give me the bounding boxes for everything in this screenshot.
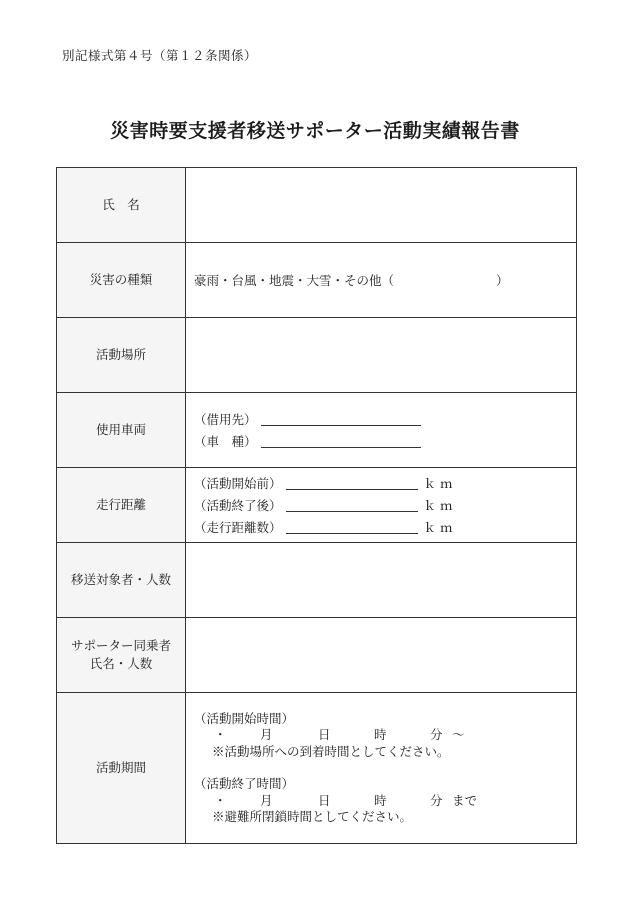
period-block: [194, 711, 576, 826]
start-heading: （活動開始時間）: [194, 710, 295, 726]
start-note: ※活動場所への到着時間としてください。: [212, 743, 450, 759]
vehicle-type-line: [194, 430, 576, 452]
row-period: [57, 693, 577, 844]
distance-total-input[interactable]: [286, 521, 418, 534]
row-target: [57, 543, 577, 618]
label-supporter: [57, 618, 186, 693]
row-vehicle: [57, 393, 577, 468]
borrowed-from-label: （借用先）: [194, 412, 257, 427]
label-supporter-line2: 氏名・人数: [89, 656, 153, 671]
end-note: ※避難所閉鎖時間としてください。: [212, 809, 413, 824]
label-place: 活動場所: [57, 318, 186, 393]
borrowed-from-input[interactable]: [261, 413, 421, 426]
end-datetime-row[interactable]: [194, 793, 576, 810]
distance-before-input[interactable]: [286, 477, 418, 490]
report-form-table: [56, 167, 577, 844]
distance-total-unit: ｋｍ: [423, 520, 457, 535]
end-suffix: まで: [452, 792, 478, 808]
start-day: 日: [318, 727, 331, 742]
start-datetime-row[interactable]: [194, 727, 576, 744]
end-hour: 時: [374, 792, 387, 808]
disaster-type-options: [194, 271, 576, 289]
field-vehicle: [186, 393, 577, 468]
field-name[interactable]: [186, 168, 577, 243]
distance-after-label: （活動終了後）: [194, 498, 282, 513]
end-day: 日: [318, 792, 331, 808]
form-reference: 別記様式第４号（第１２条関係）: [62, 48, 258, 63]
end-month: 月: [260, 792, 273, 808]
label-target: 移送対象者・人数: [57, 543, 186, 618]
vehicle-borrowed-line: [194, 408, 576, 430]
start-suffix: ～: [452, 727, 465, 742]
start-minute: 分: [430, 727, 443, 742]
field-period: [186, 693, 577, 844]
field-place[interactable]: [186, 318, 577, 393]
label-name: 氏 名: [57, 168, 186, 243]
row-place: [57, 318, 577, 393]
label-supporter-line1: サポーター同乗者: [70, 638, 171, 653]
disaster-type-choices: 豪雨・台風・地震・大雪・その他（: [194, 273, 395, 288]
distance-after-unit: ｋｍ: [423, 498, 457, 513]
distance-total-label: （走行距離数）: [194, 520, 282, 535]
end-minute: 分: [430, 792, 443, 808]
row-disaster-type: [57, 243, 577, 318]
vehicle-type-input[interactable]: [261, 435, 421, 448]
end-heading: （活動終了時間）: [194, 776, 295, 791]
distance-total-line: [194, 516, 576, 538]
disaster-type-close-paren: ）: [496, 273, 509, 288]
field-target[interactable]: [186, 543, 577, 618]
end-dot: ・: [214, 792, 227, 808]
label-period: 活動期間: [57, 693, 186, 844]
label-distance: 走行距離: [57, 468, 186, 543]
page-title: 災害時要支援者移送サポーター活動実績報告書: [110, 120, 520, 142]
row-distance: [57, 468, 577, 543]
label-disaster-type: 災害の種類: [57, 243, 186, 318]
distance-after-input[interactable]: [286, 499, 418, 512]
distance-before-label: （活動開始前）: [194, 476, 282, 491]
distance-before-line: [194, 472, 576, 494]
start-month: 月: [260, 727, 273, 742]
field-disaster-type[interactable]: [186, 243, 577, 318]
distance-after-line: [194, 494, 576, 516]
row-supporter: [57, 618, 577, 693]
vehicle-type-label: （車 種）: [194, 434, 257, 449]
field-supporter[interactable]: [186, 618, 577, 693]
distance-before-unit: ｋｍ: [423, 476, 457, 491]
label-vehicle: 使用車両: [57, 393, 186, 468]
row-name: [57, 168, 577, 243]
start-hour: 時: [374, 727, 387, 742]
field-distance: [186, 468, 577, 543]
start-dot: ・: [214, 727, 227, 742]
